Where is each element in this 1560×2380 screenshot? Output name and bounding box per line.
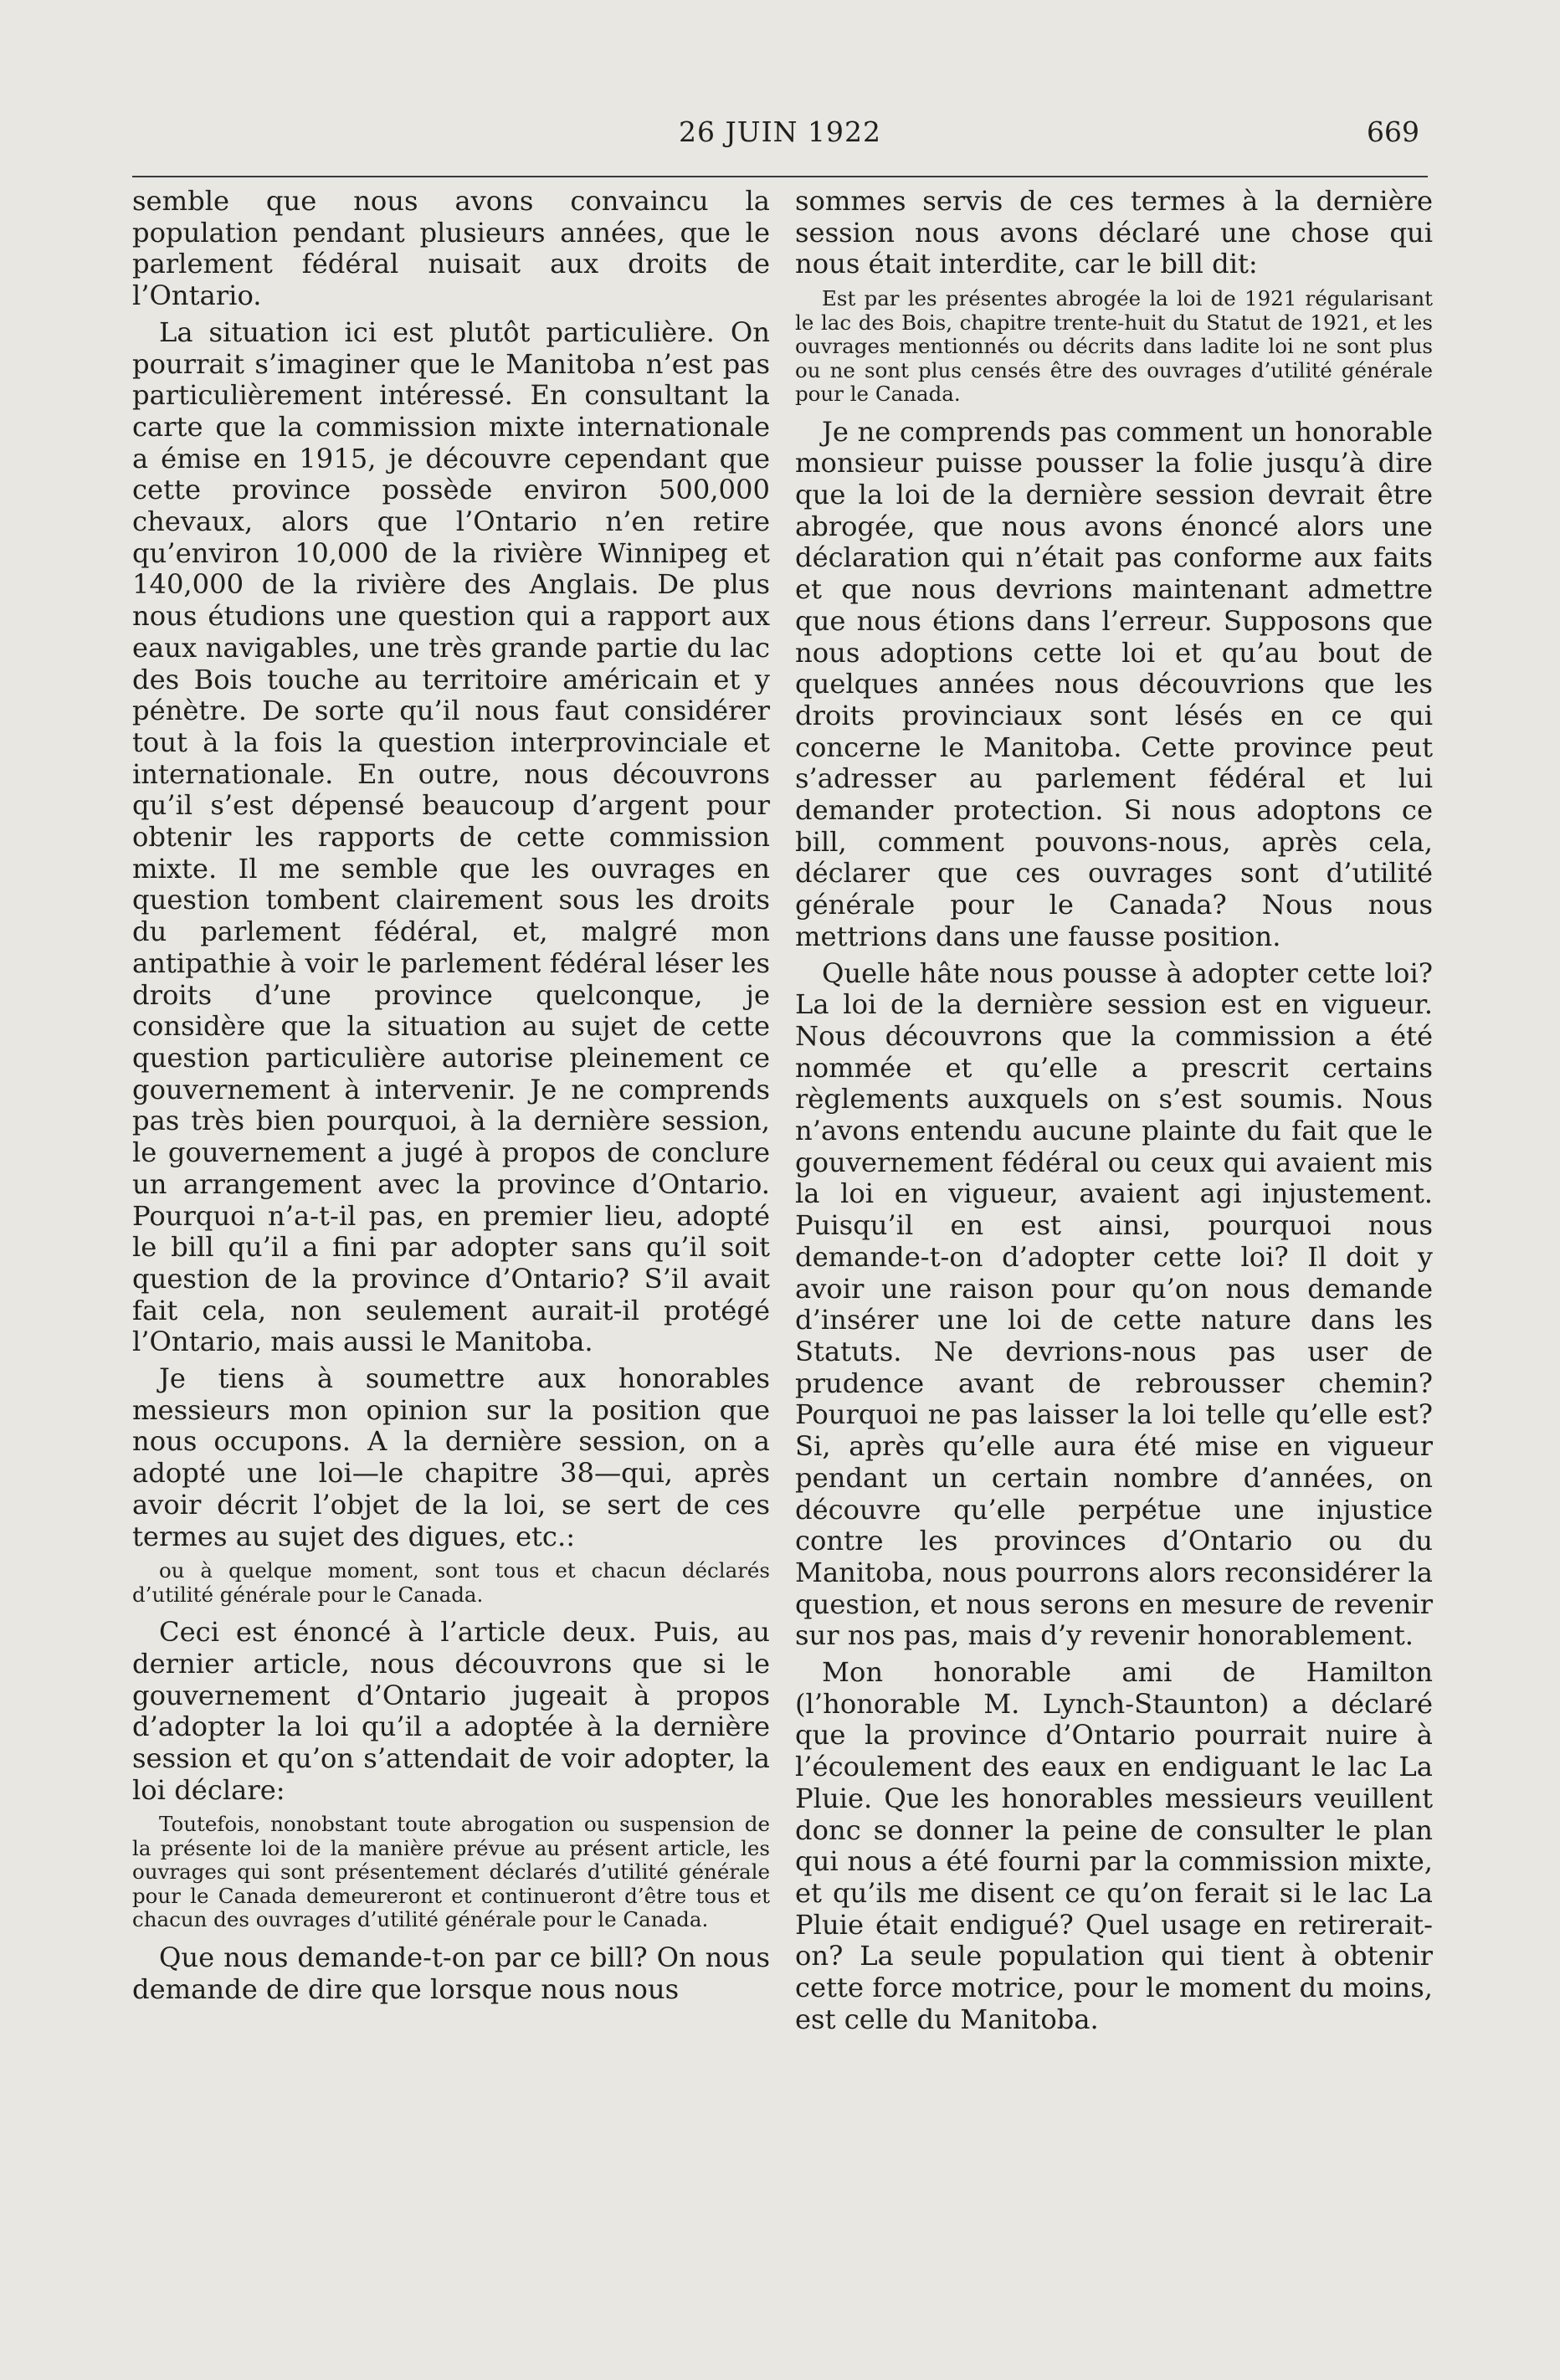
paragraph: semble que nous avons convaincu la population pendant plusieurs années, que le parlement fédéral nuisait aux droits de l’Ontario.: [132, 185, 770, 312]
page-number: 669: [1367, 115, 1419, 148]
paragraph: Je ne comprends pas comment un honorable monsieur puisse pousser la folie jusqu’à dire que la loi de la dernière session devrait être abrogée, que nous avons énoncé alors une déclaration qui n’était pas conforme aux faits et que nous devrions maintenant admettre que nous étions dans l’erreur. Supposons que nous adoptions cette loi et qu’au bout de quelques années nous découvrions que les droits provinciaux sont lésés en ce qui concerne le Manitoba. Cette province peut s’adresser au parlement fédéral et lui demander protection. Si nous adoptons ce bill, comment pouvons-nous, après cela, déclarer que ces ouvrages sont d’utilité générale pour le Canada? Nous nous mettrions dans une fausse position.: [795, 415, 1433, 952]
right-column: [795, 186, 1433, 2040]
page-header: [132, 115, 1428, 157]
paragraph: sommes servis de ces termes à la dernière session nous avons déclaré une chose qui nous était interdite, car le bill dit:: [795, 185, 1433, 280]
paragraph: Quelle hâte nous pousse à adopter cette loi? La loi de la dernière session est en vigueur. Nous découvrons que la commission a été nommée et qu’elle a prescrit certains règlements auxquels on s’est soumis. Nous n’avons entendu aucune plainte du fait que le gouvernement fédéral ou ceux qui avaient mis la loi en vigueur, avaient agi injustement. Puisqu’il en est ainsi, pourquoi nous demande-t-on d’adopter cette loi? Il doit y avoir une raison pour qu’on nous demande d’insérer une loi de cette nature dans les Statuts. Ne devrions-nous pas user de prudence avant de rebrousser chemin? Pourquoi ne pas laisser la loi telle qu’elle est? Si, après qu’elle aura été mise en vigueur pendant un certain nombre d’années, on découvre qu’elle perpétue une injustice contre les provinces d’Ontario ou du Manitoba, nous pourrons alors reconsidérer la question, et nous serons en mesure de revenir sur nos pas, mais d’y revenir honorablement.: [795, 957, 1433, 1652]
header-date: 26 JUIN 1922: [679, 115, 881, 148]
paragraph: La situation ici est plutôt particulière. On pourrait s’imaginer que le Manitoba n’est pas particulièrement intéressé. En consultant la carte que la commission mixte internationale a émise en 1915, je découvre cependant que cette province possède environ 500,000 chevaux, alors que l’Ontario n’en retire qu’environ 10,000 de la rivière Winnipeg et 140,000 de la rivière des Anglais. De plus nous étudions une question qui a rapport aux eaux navigables, une très grande partie du lac des Bois touche au territoire américain et y pénètre. De sorte qu’il nous faut considérer tout à la fois la question interprovinciale et internationale. En outre, nous découvrons qu’il s’est dépensé beaucoup d’argent pour obtenir les rapports de cette commission mixte. Il me semble que les ouvrages en question tombent clairement sous les droits du parlement fédéral, et, malgré mon antipathie à voir le parlement fédéral léser les droits d’une province quelconque, je considère que la situation au sujet de cette question particulière autorise pleinement ce gouvernement à intervenir. Je ne comprends pas très bien pourquoi, à la dernière session, le gouvernement a jugé à propos de conclure un arrangement avec la province d’Ontario. Pourquoi n’a-t-il pas, en premier lieu, adopté le bill qu’il a fini par adopter sans qu’il soit question de la province d’Ontario? S’il avait fait cela, non seulement aurait-il protégé l’Ontario, mais aussi le Manitoba.: [132, 315, 770, 1358]
paragraph: Que nous demande-t-on par ce bill? On nous demande de dire que lorsque nous nous: [132, 1941, 770, 2005]
header-rule: [132, 176, 1428, 177]
block-quote: Toutefois, nonobstant toute abrogation ou suspension de la présente loi de la manière prévue au présent article, les ouvrages qui sont présentement déclarés d’utilité générale pour le Canada demeureront et continueront d’être tous et chacun des ouvrages d’utilité générale pour le Canada.: [132, 1812, 770, 1932]
paragraph: Mon honorable ami de Hamilton (l’honorable M. Lynch-Staunton) a déclaré que la province d’Ontario pourrait nuire à l’écoulement des eaux en endiguant le lac La Pluie. Que les honorables messieurs veuillent donc se donner la peine de consulter le plan qui nous a été fourni par la commission mixte, et qu’ils me disent ce qu’on ferait si le lac La Pluie était endigué? Quel usage en retirerait-on? La seule population qui tient à obtenir cette force motrice, pour le moment du moins, est celle du Manitoba.: [795, 1656, 1433, 2035]
paragraph: Ceci est énoncé à l’article deux. Puis, au dernier article, nous découvrons que si le gouvernement d’Ontario jugeait à propos d’adopter la loi qu’il a adoptée à la dernière session et qu’on s’attendait de voir adopter, la loi déclare:: [132, 1616, 770, 1806]
block-quote: Est par les présentes abrogée la loi de 1921 régularisant le lac des Bois, chapitre trente-huit du Statut de 1921, et les ouvrages mentionnés ou décrits dans ladite loi ne sont plus ou ne sont plus censés être des ouvrages d’utilité générale pour le Canada.: [795, 286, 1433, 407]
block-quote: ou à quelque moment, sont tous et chacun déclarés d’utilité générale pour le Canada.: [132, 1558, 770, 1607]
left-column: [132, 186, 770, 2010]
paragraph: Je tiens à soumettre aux honorables messieurs mon opinion sur la position que nous occupons. A la dernière session, on a adopté une loi—le chapitre 38—qui, après avoir décrit l’objet de la loi, se sert de ces termes au sujet des digues, etc.:: [132, 1362, 770, 1552]
